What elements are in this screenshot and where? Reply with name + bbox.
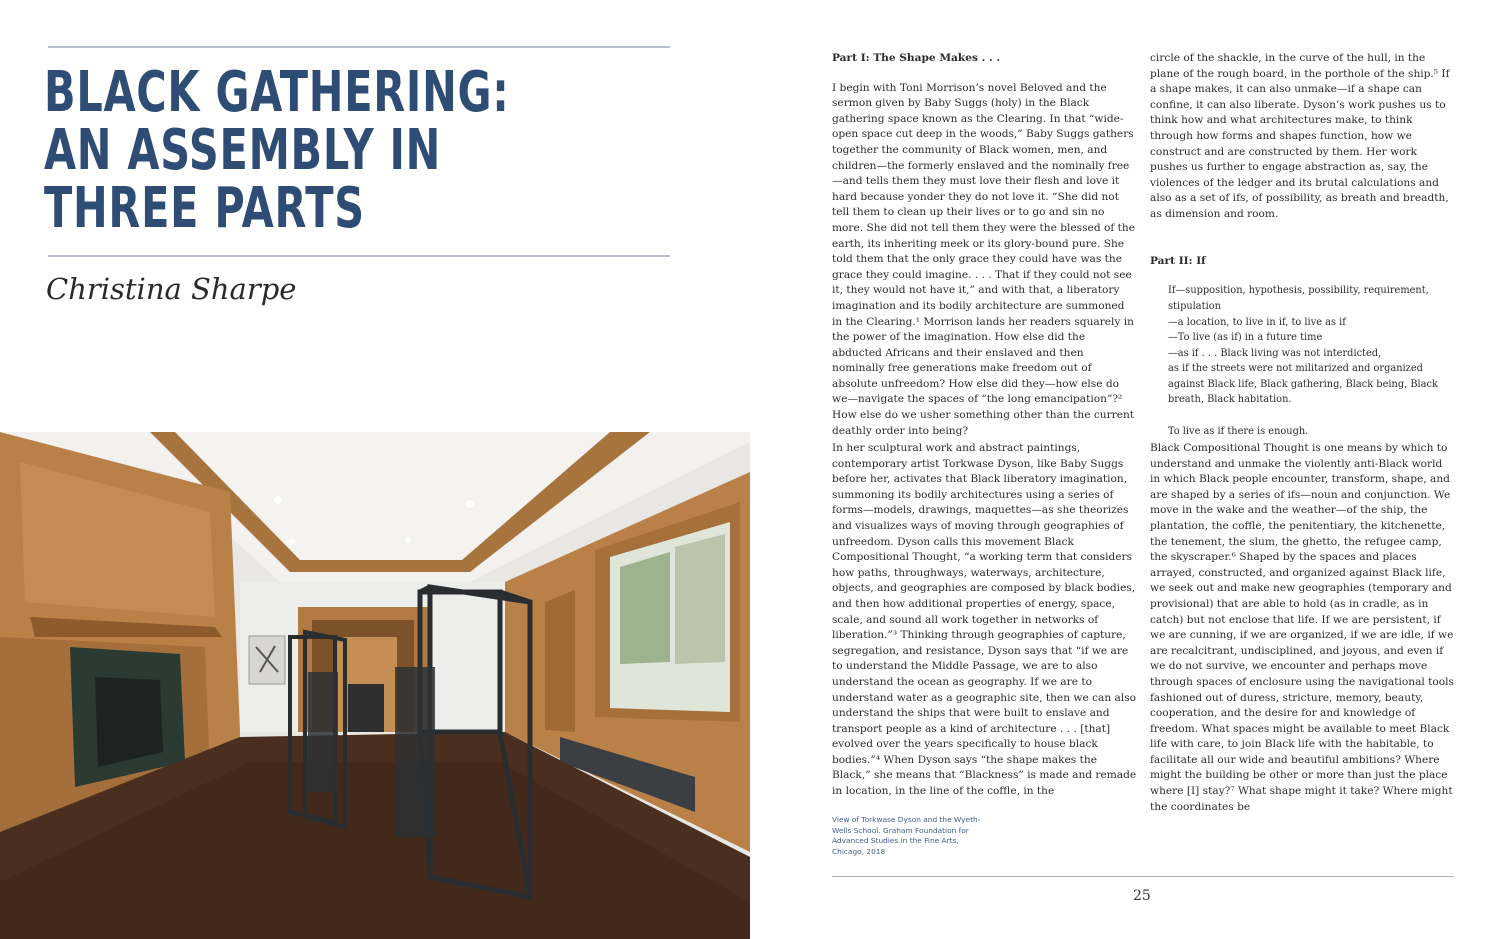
- part1-paragraph-2: In her sculptural work and abstract paintings, contemporary artist Torkwase Dyson, like Baby Suggs before her, activates that Black liberatory imagination, summoning its bodily architectures using a series of forms—models, drawings, maquettes—as she theorizes and visualizes ways of moving through geographies of unfreedom. Dyson calls this movement Black Compositional Thought, “a working term that considers how paths, throughways, waterways, architecture, objects, and geographies are composed by black bodies, and then how additional properties of energy, space, scale, and sound all work together in networks of liberation.”³ Thinking through geographies of capture, segregation, and resistance, Dyson says that “if we are to understand the Middle Passage, we are to also understand the ocean as geography. If we are to understand water as a geographic site, then we can also understand the ships that were built to enslave and transport people as a kind of architecture . . . [that] evolved over the years specifically to house black bodies.”⁴ When Dyson says “the shape makes the Black,” she means that “Blackness” is made and remade in location, in the line of the coffle, in the: [832, 442, 1137, 798]
- poem-line: If—supposition, hypothesis, possibility, requirement,: [1168, 285, 1429, 297]
- author-name: Christina Sharpe: [46, 272, 297, 306]
- column-left-top: [832, 51, 1137, 439]
- column-left-bottom: [832, 441, 1137, 800]
- footer-rule: [832, 876, 1454, 877]
- part1-paragraph-3: circle of the shackle, in the curve of the hull, in the plane of the rough board, in the porthole of the ship.⁵ If a shape makes, it can also unmake—if a shape can confine, it can also liberate. Dyson’s work pushes us to think how and what architectures make, to think through how forms and shapes function, how we construct and are constructed by them. Her work pushes us further to engage abstraction as, say, the violences of the ledger and its brutal calculations and also as a set of ifs, of possibility, as breath and breadth, as dimension and room.: [1150, 52, 1450, 220]
- column-right-top: [1150, 51, 1455, 439]
- title-line-1: BLACK GATHERING:: [44, 60, 510, 125]
- poem-line: stipulation: [1168, 300, 1221, 312]
- part1-paragraph-1: I begin with Toni Morrison’s novel Beloved and the sermon given by Baby Suggs (holy) in the Black gathering space known as the Clearing. In that “wide-open space cut deep in the woods,” Baby Suggs gathers together the community of Black women, men, and children—the formerly enslaved and the nominally free—and tells them they must love their flesh and love it hard because yonder they do not love it. “She did not tell them to clean up their lives or to go and sin no more. She did not tell them they were the blessed of the earth, its inheriting meek or its glory-bound pure. She told them that the only grace they could have was the grace they could imagine. . . . That if they could not see it, they would not have it,” and with that, a liberatory imagination and its bodily architecture are summoned in the Clearing.¹ Morrison lands her readers squarely in the power of the imagination. How else did the abducted Africans and their enslaved and then nominally free generations make freedom out of absolute unfreedom? How else did they—how else do we—navigate the spaces of “the long emancipation”?² How else do we usher something other than the current deathly order into being?: [832, 81, 1135, 437]
- column-right-bottom: [1150, 441, 1455, 815]
- article-title: [44, 60, 518, 241]
- page-number: 25: [1133, 888, 1151, 904]
- top-rule: [48, 46, 670, 48]
- poem-block: [1150, 283, 1455, 439]
- title-line-3: THREE PARTS: [44, 176, 365, 241]
- poem-line: breath, Black habitation.: [1168, 394, 1292, 406]
- poem-line: —To live (as if) in a future time: [1168, 332, 1323, 344]
- poem-line: against Black life, Black gathering, Black being, Black: [1168, 378, 1438, 390]
- title-rule: [48, 255, 670, 257]
- gallery-photo: [0, 432, 750, 939]
- poem-line: as if the streets were not militarized and organized: [1168, 363, 1423, 375]
- photo-caption: View of Torkwase Dyson and the Wyeth-Wells School. Graham Foundation for Advanced Studies in the Fine Arts, Chicago, 2018: [832, 815, 981, 856]
- poem-line: —a location, to live in if, to live as if: [1168, 316, 1346, 328]
- part1-heading: Part I: The Shape Makes . . .: [832, 52, 1001, 64]
- poem-line: —as if . . . Black living was not interdicted,: [1168, 347, 1382, 359]
- part2-heading: Part II: If: [1150, 254, 1206, 267]
- part2-paragraph-1: Black Compositional Thought is one means by which to understand and unmake the violently anti-Black world in which Black people encounter, transform, shape, and are shaped by a series of ifs—noun and conjunction. We move in the wake and the weather—of the ship, the plantation, the coffle, the penitentiary, the kitchenette, the tenement, the slum, the ghetto, the refugee camp, the skyscraper.⁶ Shaped by the spaces and places arrayed, constructed, and organized against Black life, we seek out and make new geographies (temporary and provisional) that are able to hold (as in cradle, as in catch) but not enclose that life. If we are persistent, if we are cunning, if we are organized, if we are idle, if we are recalcitrant, undisciplined, and joyous, and even if we do not survive, we encounter and perhaps move through spaces of enclosure using the navigational tools fashioned out of duress, stricture, memory, beauty, cooperation, and the desire for and knowledge of freedom. What spaces might be available to meet Black life with care, to join Black life with the habitable, to facilitate all our wide and beautiful ambitions? Where might the building be other or more than just the place where [I] stay?⁷ What shape might it take? Where might the coordinates be: [1150, 442, 1454, 813]
- poem-last-line: To live as if there is enough.: [1168, 425, 1309, 437]
- title-line-2: AN ASSEMBLY IN: [44, 118, 442, 183]
